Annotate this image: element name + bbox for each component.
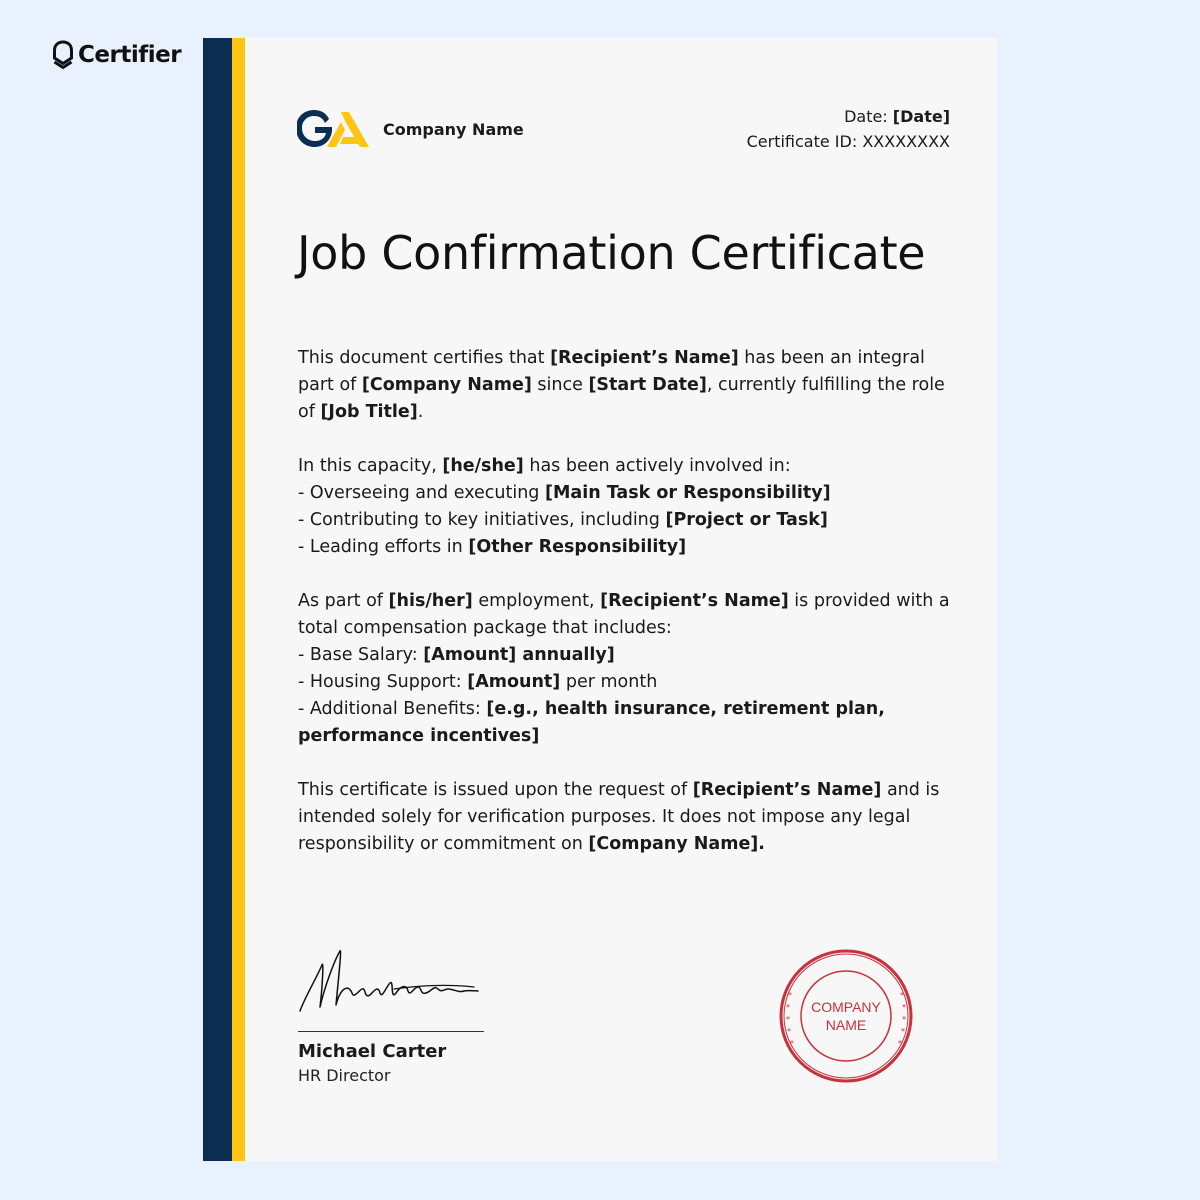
svg-text:*: * xyxy=(902,1015,906,1024)
signature-block xyxy=(298,943,488,1085)
p2-text-1: In this capacity, xyxy=(298,456,443,476)
p3-list-item-1-value: [Amount] annually] xyxy=(423,645,615,665)
paragraph-1 xyxy=(298,345,958,426)
certificate-page xyxy=(203,38,997,1161)
company-header xyxy=(297,110,524,148)
date-value: [Date] xyxy=(892,107,950,126)
svg-text:*: * xyxy=(898,1039,902,1048)
certificate-meta xyxy=(747,104,950,154)
p1-company-name: [Company Name] xyxy=(361,375,532,395)
p3-list-item-2-suffix: per month xyxy=(560,672,658,692)
svg-text:*: * xyxy=(786,1015,790,1024)
p1-job-title: [Job Title] xyxy=(320,402,418,422)
signature-icon xyxy=(298,943,488,1023)
certifier-brand xyxy=(52,40,181,70)
company-stamp-icon xyxy=(778,948,914,1084)
navy-stripe xyxy=(203,38,232,1161)
p1-start-date: [Start Date] xyxy=(588,375,707,395)
svg-text:*: * xyxy=(902,1003,906,1012)
stamp-line-2: NAME xyxy=(825,1017,867,1033)
svg-text:*: * xyxy=(900,991,904,1000)
date-label: Date: xyxy=(844,107,888,126)
p4-company-name: [Company Name]. xyxy=(588,834,765,854)
paragraph-2 xyxy=(298,453,958,561)
certifier-logo-icon xyxy=(52,40,74,70)
p1-text-5: . xyxy=(417,402,424,422)
p3-list-item-2: - Housing Support: xyxy=(298,672,468,692)
paragraph-3 xyxy=(298,588,958,750)
p3-list-item-1: - Base Salary: xyxy=(298,645,424,665)
p3-list-item-2-value: [Amount] xyxy=(467,672,561,692)
svg-text:*: * xyxy=(790,1039,794,1048)
stamp-line-1: COMPANY xyxy=(811,999,881,1015)
p3-recipient-name: [Recipient’s Name] xyxy=(600,591,789,611)
p4-text-2: and is intended solely for verification purposes. It does not impose any legal responsibility or commitment on xyxy=(298,780,940,854)
p2-list-item-1-value: [Main Task or Responsibility] xyxy=(544,483,831,503)
paragraph-4 xyxy=(298,777,958,858)
company-logo-icon xyxy=(297,110,375,148)
p2-list-item-3: - Leading efforts in xyxy=(298,537,469,557)
p3-pronoun: [his/her] xyxy=(388,591,473,611)
p3-list-item-3: - Additional Benefits: xyxy=(298,699,487,719)
signer-name: Michael Carter xyxy=(298,1041,447,1062)
p1-text-3: since xyxy=(531,375,589,395)
p1-text-4: , currently fulfilling the role of xyxy=(298,375,945,422)
p2-list-item-2: - Contributing to key initiatives, including xyxy=(298,510,666,530)
svg-text:*: * xyxy=(901,1027,905,1036)
certificate-title: Job Confirmation Certificate xyxy=(297,226,926,280)
p4-recipient-name: [Recipient’s Name] xyxy=(692,780,882,800)
svg-text:*: * xyxy=(788,991,792,1000)
p3-text-3: is provided with a total compensation package that includes: xyxy=(298,591,950,638)
svg-text:*: * xyxy=(786,1003,790,1012)
certificate-id-label: Certificate ID: xyxy=(746,132,858,151)
p2-text-2: has been actively involved in: xyxy=(523,456,791,476)
p2-list-item-1: - Overseeing and executing xyxy=(298,483,545,503)
p1-recipient-name: [Recipient’s Name] xyxy=(550,348,739,368)
p1-text-1: This document certifies that xyxy=(298,348,551,368)
p3-text-1: As part of xyxy=(298,591,389,611)
certificate-id-value: XXXXXXXX xyxy=(862,132,950,151)
certificate-body xyxy=(298,345,958,885)
svg-text:*: * xyxy=(787,1027,791,1036)
company-name: Company Name xyxy=(383,119,524,139)
p2-list-item-3-value: [Other Responsibility] xyxy=(468,537,687,557)
p4-text-1: This certificate is issued upon the request of xyxy=(298,780,693,800)
p2-pronoun: [he/she] xyxy=(442,456,524,476)
p2-list-item-2-value: [Project or Task] xyxy=(665,510,828,530)
signature-line xyxy=(298,1031,484,1032)
brand-name: Certifier xyxy=(78,42,182,68)
signer-title: HR Director xyxy=(298,1066,391,1085)
yellow-stripe xyxy=(232,38,245,1161)
p3-list-item-3-value: [e.g., health insurance, retirement plan, performance incentives] xyxy=(298,699,885,746)
date-line xyxy=(747,104,950,129)
certificate-id-line xyxy=(747,129,950,154)
p1-text-2: has been an integral part of xyxy=(298,348,925,395)
p3-text-2: employment, xyxy=(472,591,601,611)
